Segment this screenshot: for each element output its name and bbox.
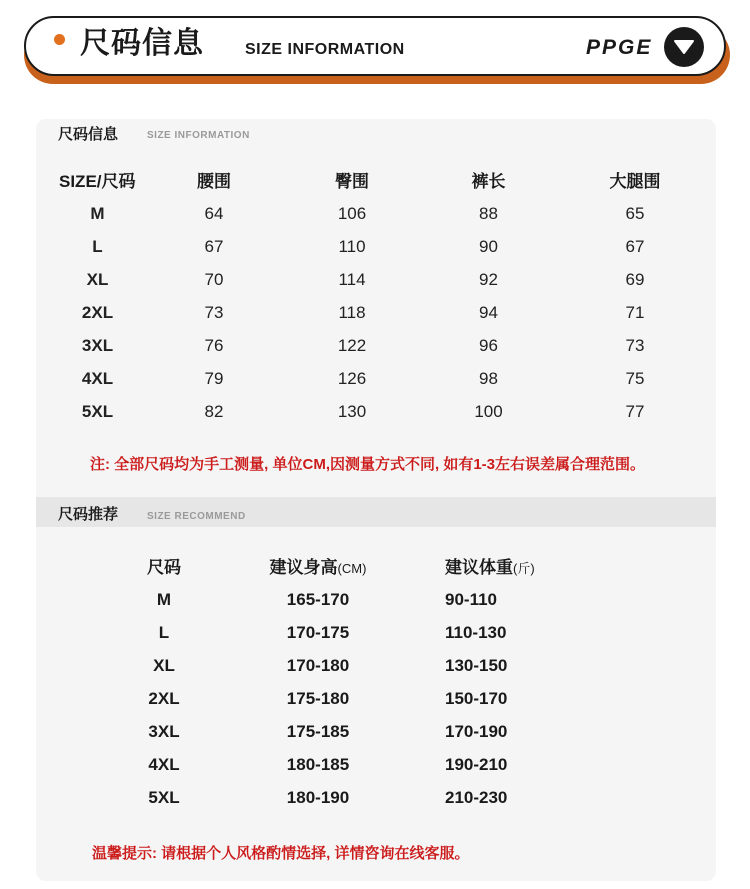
size-info-subtitle: SIZE INFORMATION [147, 130, 250, 141]
col-header-size [100, 547, 228, 583]
cell-height: 180-190 [286, 787, 350, 807]
cell-waist: 67 [204, 236, 224, 256]
recommend-note: 温馨提示: 请根据个人风格酌情选择, 详情咨询在线客服。 [92, 845, 470, 862]
table-row [50, 296, 714, 329]
table-row [50, 395, 714, 428]
page-subtitle: SIZE INFORMATION [245, 41, 405, 58]
bullet-dot-icon [54, 34, 65, 45]
cell-weight: 90-110 [445, 589, 497, 609]
cell-size: 3XL [148, 721, 180, 741]
size-info-title: 尺码信息 [58, 126, 119, 143]
col-header-hip: 臀围 [335, 171, 369, 191]
table-row [100, 649, 640, 682]
cell-size: L [158, 622, 170, 642]
cell-size: M [90, 203, 105, 223]
col-header-length: 裤长 [471, 171, 506, 191]
cell-size: 5XL [148, 787, 180, 807]
header-label: 建议身高 [269, 557, 338, 577]
cell-thigh: 65 [625, 203, 645, 223]
cell-length: 92 [479, 269, 498, 289]
cell-waist: 73 [204, 302, 224, 322]
cell-thigh: 73 [625, 335, 645, 355]
cell-hip: 110 [338, 236, 366, 256]
cell-weight: 110-130 [445, 622, 507, 642]
table-row [50, 197, 714, 230]
cell-size: 4XL [81, 368, 114, 388]
cell-height: 175-180 [286, 688, 350, 708]
cell-weight: 130-150 [445, 655, 508, 675]
cell-thigh: 75 [625, 368, 645, 388]
table-row [100, 616, 640, 649]
recommend-title: 尺码推荐 [58, 506, 119, 523]
cell-length: 94 [479, 302, 498, 322]
page-title: 尺码信息 [80, 27, 204, 60]
cell-thigh: 71 [625, 302, 645, 322]
cell-length: 98 [479, 368, 498, 388]
cell-size: XL [86, 269, 109, 289]
col-header-weight [408, 547, 640, 583]
table-row [100, 781, 640, 814]
col-header-height [228, 547, 408, 583]
recommend-subtitle: SIZE RECOMMEND [147, 511, 246, 522]
measurement-note: 注: 全部尺码均为手工测量, 单位CM,因测量方式不同, 如有1-3左右误差属合理范围。 [90, 456, 646, 473]
cell-size: XL [153, 655, 175, 675]
cell-hip: 130 [337, 401, 367, 421]
table-row [50, 329, 714, 362]
table-row [50, 230, 714, 263]
recommend-section-bar [36, 497, 716, 527]
cell-hip: 118 [338, 302, 366, 322]
cell-length: 100 [474, 401, 503, 421]
header-label: 尺码 [147, 557, 181, 577]
table-header-row [50, 161, 714, 197]
cell-height: 170-180 [286, 655, 350, 675]
cell-weight: 150-170 [445, 688, 508, 708]
cell-size: 5XL [81, 401, 114, 421]
cell-hip: 106 [337, 203, 367, 223]
cell-size: 4XL [148, 754, 180, 774]
expand-button[interactable] [664, 27, 704, 67]
col-header-size: SIZE/尺码 [59, 171, 136, 191]
size-info-table [50, 161, 714, 428]
header-unit: (CM) [337, 560, 367, 576]
cell-waist: 70 [204, 269, 224, 289]
cell-weight: 190-210 [445, 754, 508, 774]
cell-waist: 64 [204, 203, 224, 223]
table-row [100, 715, 640, 748]
cell-waist: 76 [204, 335, 224, 355]
cell-height: 165-170 [286, 589, 350, 609]
cell-weight: 170-190 [445, 721, 508, 741]
cell-height: 170-175 [286, 622, 350, 642]
cell-size: 3XL [81, 335, 114, 355]
table-row [100, 682, 640, 715]
cell-weight: 210-230 [445, 787, 508, 807]
cell-hip: 122 [337, 335, 367, 355]
cell-length: 88 [479, 203, 498, 223]
cell-size: L [92, 236, 103, 256]
table-row [50, 263, 714, 296]
cell-length: 96 [479, 335, 498, 355]
cell-length: 90 [479, 236, 498, 256]
cell-thigh: 77 [625, 401, 645, 421]
cell-hip: 114 [338, 269, 366, 289]
table-row [100, 748, 640, 781]
cell-size: 2XL [148, 688, 180, 708]
col-header-waist: 腰围 [197, 171, 231, 191]
table-header-row [100, 547, 640, 583]
cell-height: 180-185 [286, 754, 350, 774]
chevron-down-icon [673, 38, 695, 56]
cell-waist: 82 [204, 401, 224, 421]
brand-logo: PPGE [586, 36, 653, 59]
cell-thigh: 67 [625, 236, 645, 256]
table-row [100, 583, 640, 616]
recommend-table [100, 547, 640, 814]
cell-thigh: 69 [625, 269, 645, 289]
cell-waist: 79 [204, 368, 224, 388]
header-unit: (斤) [513, 560, 535, 576]
header-label: 建议体重 [445, 557, 513, 577]
cell-size: 2XL [81, 302, 114, 322]
cell-height: 175-185 [286, 721, 350, 741]
cell-hip: 126 [337, 368, 367, 388]
table-row [50, 362, 714, 395]
cell-size: M [156, 589, 172, 609]
col-header-thigh: 大腿围 [609, 171, 661, 191]
